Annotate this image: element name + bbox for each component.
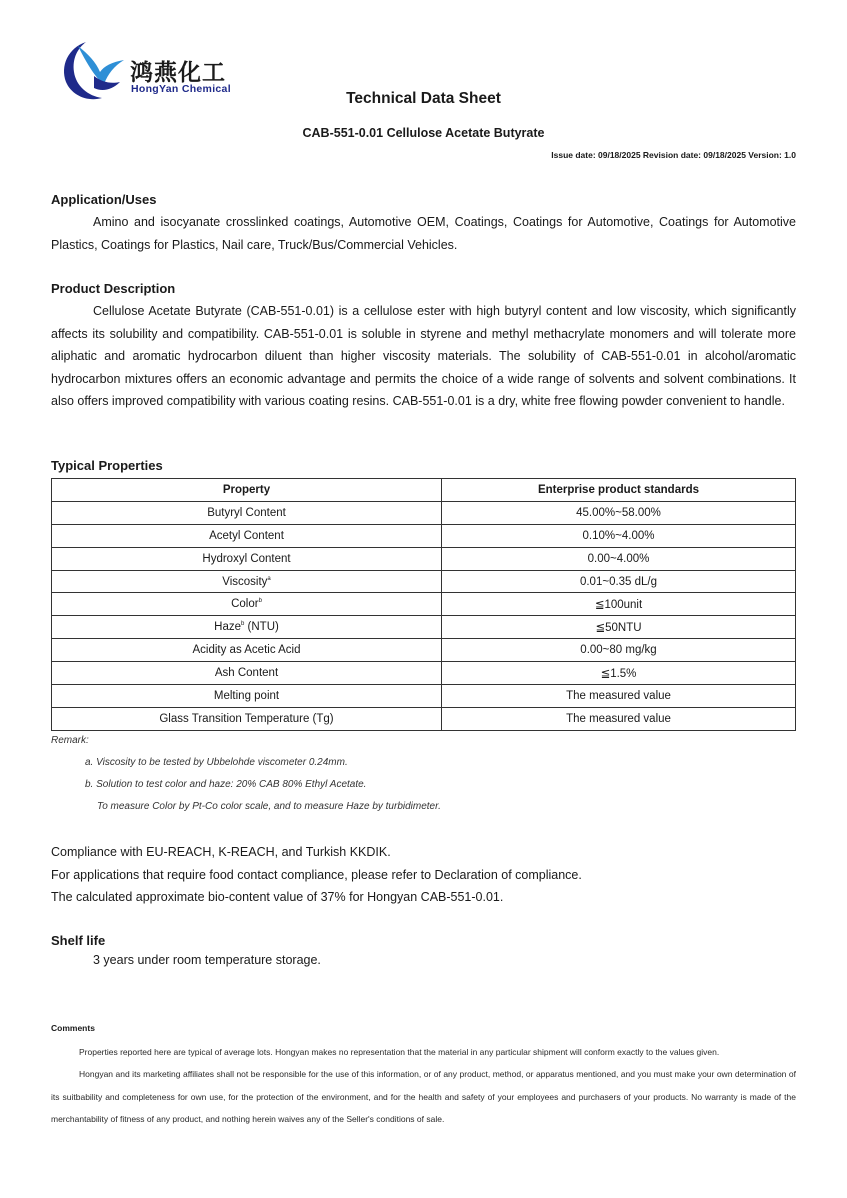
property-value-cell: ≦50NTU <box>442 616 796 639</box>
property-name-cell <box>52 707 442 730</box>
property-name: Butyryl Content <box>207 506 286 519</box>
table-row <box>52 501 796 524</box>
remark-label: Remark: <box>51 735 89 746</box>
comments-paragraph: Properties reported here are typical of average lots. Hongyan makes no representation that the material in any particular shipment will conform exactly to the values given. <box>79 1047 720 1057</box>
property-name-cell <box>52 593 442 616</box>
property-name: Color <box>231 598 259 611</box>
column-header-property: Property <box>52 479 442 502</box>
comments-paragraph: Hongyan and its marketing affiliates shall not be responsible for the use of this information, or of any product, method, or apparatus mentioned, and you must make your own determination of its suitbability and completeness for own use, for the protection of the environment, and for the health and safety of your employees and purchasers of your products. No warranty is made of the merchantability of fitness of any product, and nothing herein waives any of the Seller's conditions of sale. <box>51 1069 796 1124</box>
document-title: Technical Data Sheet <box>346 90 501 107</box>
applications-section <box>51 192 796 256</box>
issue-date-line: Issue date: 09/18/2025 Revision date: 09/18/2025 Version: 1.0 <box>551 150 796 160</box>
property-name: Ash Content <box>214 667 279 680</box>
property-name: Glass Transition Temperature (Tg) <box>159 712 334 725</box>
properties-table <box>51 478 796 731</box>
comments-heading: Comments <box>51 1023 95 1033</box>
property-value-cell: 0.10%~4.00% <box>442 524 796 547</box>
remark-note: a. Viscosity to be tested by Ubbelohde viscometer 0.24mm. <box>85 757 348 768</box>
comments-block <box>51 1041 796 1130</box>
table-row <box>52 662 796 685</box>
property-value-cell: 0.00~80 mg/kg <box>442 639 796 662</box>
property-name: Haze <box>214 621 241 634</box>
property-name-cell <box>52 616 442 639</box>
description-text: Cellulose Acetate Butyrate (CAB-551-0.01) is a cellulose ester with high butyryl content and low viscosity, which significantly affects its solubility and compatibility. CAB-551-0.01 is soluble in styrene and methyl methacrylate monomers and will tolerate more aliphatic and aromatic hydrocarbon diluent than higher viscosity materials. The solubility of CAB-551-0.01 in alcohol/aromatic hydrocarbon mixtures offers an economic advantage and permits the choice of a wide range of solvents and solvent combinations. It also offers improved compatibility with various coating resins. CAB-551-0.01 is a dry, white free flowing powder convenient to handle. <box>51 304 796 408</box>
property-name-cell <box>52 662 442 685</box>
table-row <box>52 524 796 547</box>
footnote-marker: b <box>241 621 245 628</box>
property-value-cell: 0.00~4.00% <box>442 547 796 570</box>
table-row <box>52 547 796 570</box>
property-name: Acidity as Acetic Acid <box>192 644 301 657</box>
property-name: Hydroxyl Content <box>202 552 291 565</box>
shelf-life-heading: Shelf life <box>51 933 106 948</box>
properties-heading-wrap <box>51 458 796 473</box>
compliance-block <box>51 841 582 909</box>
applications-text: Amino and isocyanate crosslinked coatings, Automotive OEM, Coatings, Coatings for Automotive, Coatings for Automotive Plastics, Coatings for Plastics, Nail care, Truck/Bus/Commercial Vehicles. <box>51 215 796 252</box>
logo-english-name: HongYan Chemical <box>131 83 231 95</box>
property-name-cell <box>52 685 442 708</box>
property-value-cell: 45.00%~58.00% <box>442 501 796 524</box>
compliance-line: The calculated approximate bio-content value of 37% for Hongyan CAB-551-0.01. <box>51 890 504 904</box>
description-heading: Product Description <box>51 281 176 296</box>
description-section <box>51 281 796 413</box>
property-value-cell: ≦1.5% <box>442 662 796 685</box>
shelf-life-text: 3 years under room temperature storage. <box>93 953 321 967</box>
compliance-line: For applications that require food contact compliance, please refer to Declaration of compliance. <box>51 867 582 882</box>
footnote-marker: b <box>258 598 262 605</box>
footnote-marker: a <box>267 575 271 582</box>
table-row <box>52 685 796 708</box>
property-value-cell: The measured value <box>442 707 796 730</box>
table-row <box>52 639 796 662</box>
document-subtitle: CAB-551-0.01 Cellulose Acetate Butyrate <box>302 126 545 140</box>
applications-heading: Application/Uses <box>51 192 157 207</box>
table-row <box>52 707 796 730</box>
shelf-life-section <box>51 933 796 948</box>
remark-note: b. Solution to test color and haze: 20% CAB 80% Ethyl Acetate. <box>85 779 367 790</box>
property-name-cell <box>52 501 442 524</box>
compliance-line: Compliance with EU-REACH, K-REACH, and Turkish KKDIK. <box>51 845 391 859</box>
table-row <box>52 593 796 616</box>
table-row <box>52 616 796 639</box>
remark-note: To measure Color by Pt-Co color scale, and to measure Haze by turbidimeter. <box>97 801 441 812</box>
property-name-cell <box>52 639 442 662</box>
table-header-row <box>52 479 796 502</box>
property-name-cell <box>52 547 442 570</box>
property-value-cell: The measured value <box>442 685 796 708</box>
property-value-cell: 0.01~0.35 dL/g <box>442 570 796 593</box>
properties-heading: Typical Properties <box>51 458 163 473</box>
property-name: Viscosity <box>222 575 268 588</box>
table-row <box>52 570 796 593</box>
properties-table-body <box>52 501 796 730</box>
property-value-cell: ≦100unit <box>442 593 796 616</box>
property-name-cell <box>52 570 442 593</box>
column-header-standard: Enterprise product standards <box>442 479 796 502</box>
logo-chinese-name: 鸿燕化工 <box>130 60 226 86</box>
property-suffix: (NTU) <box>244 621 279 634</box>
property-name-cell <box>52 524 442 547</box>
property-name: Melting point <box>213 689 280 702</box>
property-name: Acetyl Content <box>209 529 284 542</box>
